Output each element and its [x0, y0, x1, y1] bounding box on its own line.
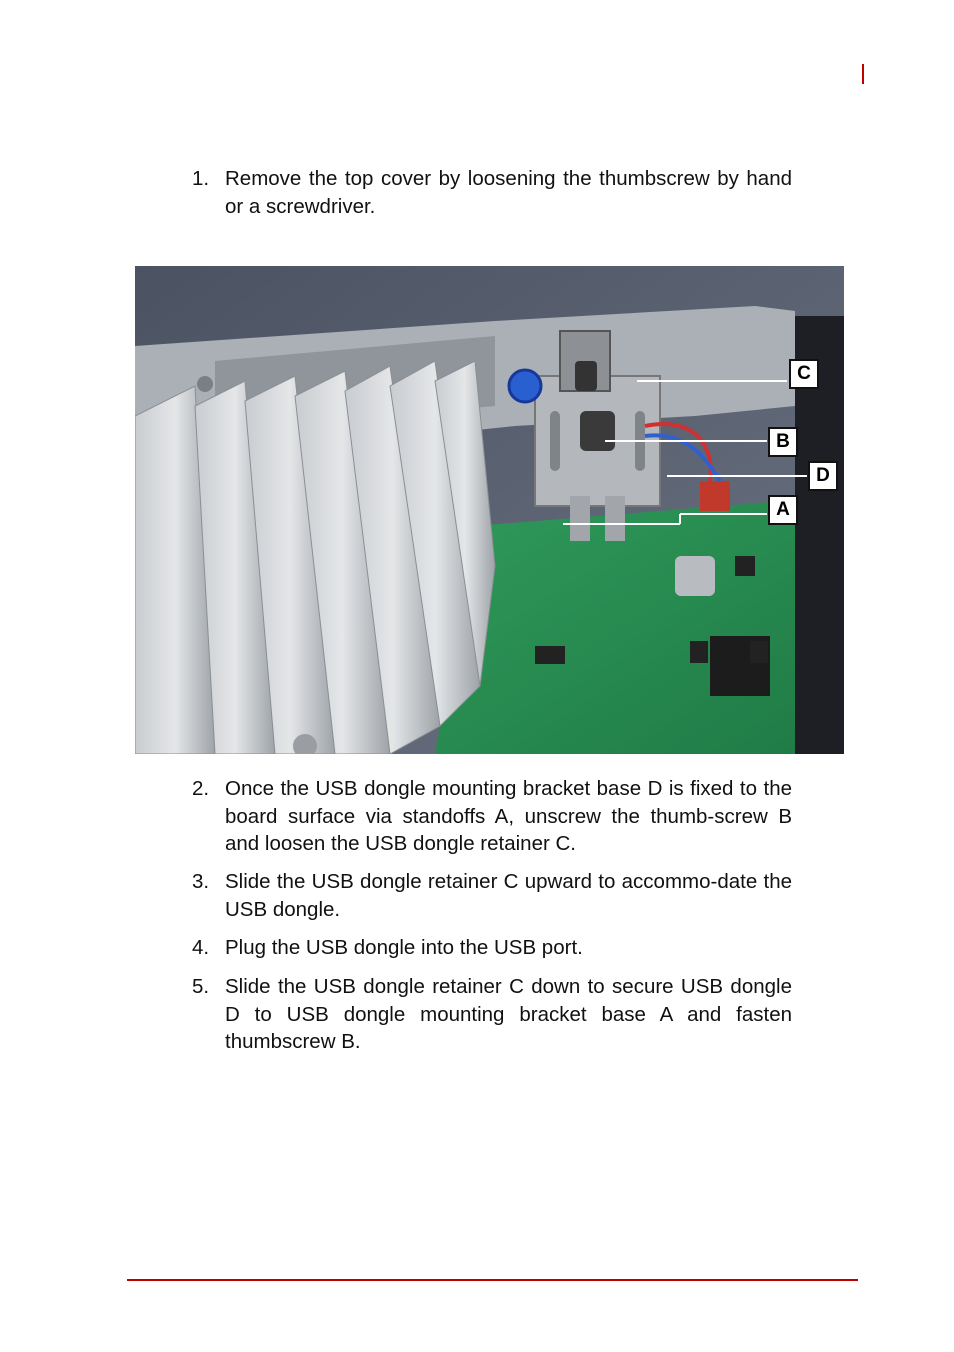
callout-d: D — [808, 461, 838, 491]
step-3 — [192, 868, 792, 923]
step-1 — [192, 165, 792, 220]
step-text: Slide the USB dongle retainer C down to secure USB dongle D to USB dongle mounting bracket base A and fasten thumbscrew B. — [225, 975, 792, 1053]
step-number: 4. — [192, 936, 210, 959]
photo-illustration — [135, 266, 844, 754]
step-number: 3. — [192, 870, 210, 893]
usb-dongle-bracket-photo — [135, 266, 844, 754]
step-2 — [192, 775, 792, 858]
callout-a: A — [768, 495, 798, 525]
step-text: Slide the USB dongle retainer C upward to accommo-date the USB dongle. — [225, 870, 792, 921]
step-number: 1. — [192, 167, 210, 190]
footer-rule — [127, 1279, 858, 1281]
callout-b: B — [768, 427, 798, 457]
step-text: Once the USB dongle mounting bracket base D is fixed to the board surface via standoffs A, unscrew the thumb-screw B and loosen the USB dongle retainer C. — [225, 777, 792, 855]
header-accent-mark — [862, 64, 864, 84]
step-number: 2. — [192, 777, 210, 800]
callout-c: C — [789, 359, 819, 389]
step-text: Remove the top cover by loosening the thumbscrew by hand or a screwdriver. — [225, 167, 792, 218]
step-text: Plug the USB dongle into the USB port. — [225, 936, 583, 959]
step-4 — [192, 934, 792, 962]
step-number: 5. — [192, 975, 210, 998]
step-5 — [192, 973, 792, 1056]
